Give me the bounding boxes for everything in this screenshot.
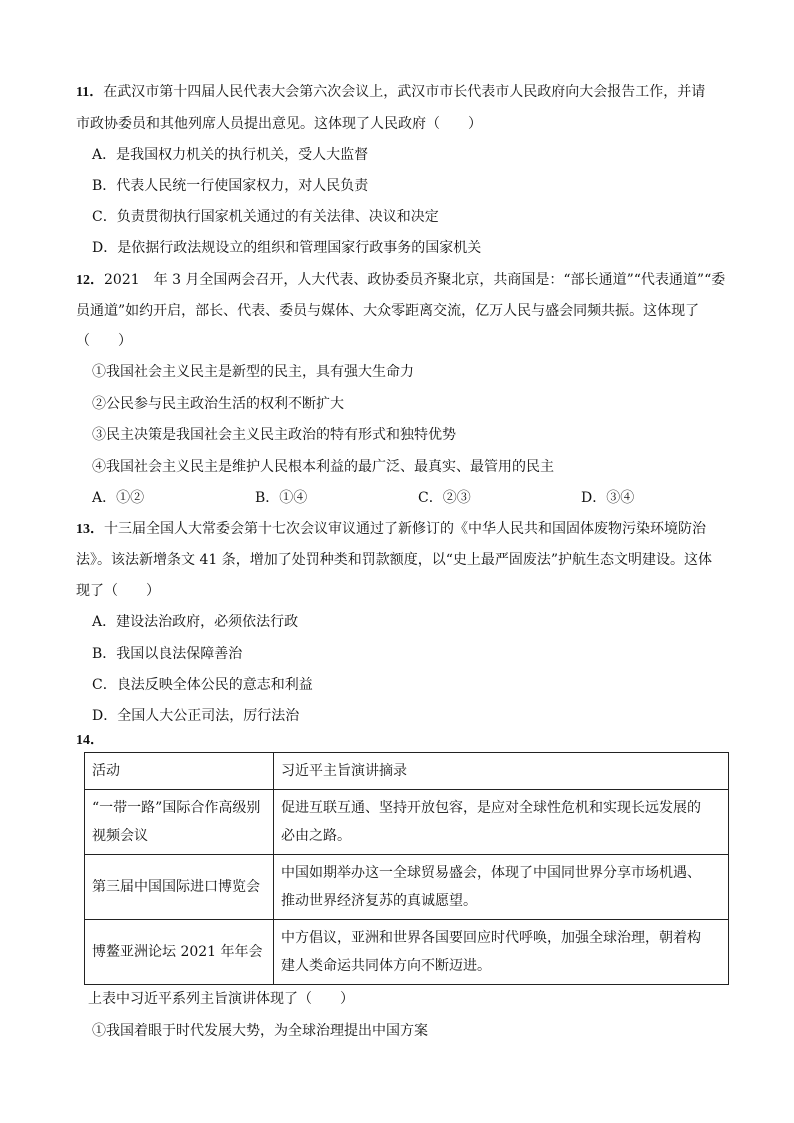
choice-b: B．①④ bbox=[255, 490, 308, 506]
choice-a: A．①② bbox=[92, 490, 145, 506]
option-b: B．代表人民统一行使国家权力，对人民负责 bbox=[92, 178, 369, 194]
option-b: B．我国以良法保障善治 bbox=[92, 646, 243, 662]
question-12-stem-line-3: （ ） bbox=[76, 333, 132, 349]
question-number: 13． bbox=[76, 522, 104, 537]
table-header-row bbox=[85, 753, 729, 790]
table-cell-activity: 博鳌亚洲论坛 2021 年年会 bbox=[85, 920, 274, 985]
option-c: C．负责贯彻执行国家机关通过的有关法律、决议和决定 bbox=[92, 209, 439, 225]
statement-4: ④我国社会主义民主是维护人民根本利益的最广泛、最真实、最管用的民主 bbox=[92, 459, 554, 475]
statement-2: ②公民参与民主政治生活的权利不断扩大 bbox=[92, 396, 344, 412]
choice-d: D．③④ bbox=[581, 490, 635, 506]
table-cell-activity: 第三届中国国际进口博览会 bbox=[85, 855, 274, 920]
question-13-stem-line-2: 法》。该法新增条文 41 条，增加了处罚种类和罚款额度，以“史上最严固废法”护航生态文明建设。这体 bbox=[76, 552, 713, 568]
table-row bbox=[85, 790, 729, 855]
question-11-stem-line-1: 11．在武汉市第十四届人民代表大会第六次会议上，武汉市市长代表市人民政府向大会报告工作，并请 bbox=[76, 84, 706, 100]
table-header-activity: 活动 bbox=[85, 753, 274, 790]
option-a: A．建设法治政府，必须依法行政 bbox=[92, 614, 299, 630]
option-a: A．是我国权力机关的执行机关，受人大监督 bbox=[92, 147, 369, 163]
table-row bbox=[85, 920, 729, 985]
option-c: C．良法反映全体公民的意志和利益 bbox=[92, 677, 313, 693]
question-number: 12． bbox=[76, 273, 104, 288]
statement-1: ①我国着眼于时代发展大势，为全球治理提出中国方案 bbox=[92, 1023, 428, 1039]
table-cell-speech: 促进互联互通、坚持开放包容，是应对全球性危机和实现长远发展的 必由之路。 bbox=[274, 790, 729, 855]
statement-3: ③民主决策是我国社会主义民主政治的特有形式和独特优势 bbox=[92, 427, 456, 443]
table-row bbox=[85, 855, 729, 920]
question-number: 11． bbox=[76, 85, 104, 100]
question-number: 14． bbox=[76, 733, 104, 748]
statement-1: ①我国社会主义民主是新型的民主，具有强大生命力 bbox=[92, 364, 414, 380]
speech-table bbox=[84, 752, 729, 985]
table-header-speech: 习近平主旨演讲摘录 bbox=[274, 753, 729, 790]
choice-c: C．②③ bbox=[418, 490, 471, 506]
option-d: D．全国人大公正司法，厉行法治 bbox=[92, 708, 300, 724]
question-13-stem-line-1: 13．十三届全国人大常委会第十七次会议审议通过了新修订的《中华人民共和国固体废物污染环境防治 bbox=[76, 521, 706, 537]
question-14-stem: 上表中习近平系列主旨演讲体现了（ ） bbox=[88, 991, 354, 1007]
question-11-stem-line-2: 市政协委员和其他列席人员提出意见。这体现了人民政府（ ） bbox=[76, 116, 482, 132]
table-cell-activity: “一带一路”国际合作高级别 视频会议 bbox=[85, 790, 274, 855]
table-cell-speech: 中方倡议，亚洲和世界各国要回应时代呼唤，加强全球治理，朝着构 建人类命运共同体方向不断迈进。 bbox=[274, 920, 729, 985]
question-12-stem-line-1: 12．2021 年 3 月全国两会召开，人大代表、政协委员齐聚北京，共商国是：“部长通道”“代表通道”“委 bbox=[76, 272, 726, 288]
option-d: D．是依据行政法规设立的组织和管理国家行政事务的国家机关 bbox=[92, 240, 482, 256]
question-12-stem-line-2: 员通道”如约开启，部长、代表、委员与媒体、大众零距离交流，亿万人民与盛会同频共振。这体现了 bbox=[76, 303, 700, 319]
question-13-stem-line-3: 现了（ ） bbox=[76, 583, 160, 599]
table-cell-speech: 中国如期举办这一全球贸易盛会，体现了中国同世界分享市场机遇、 推动世界经济复苏的真诚愿望。 bbox=[274, 855, 729, 920]
